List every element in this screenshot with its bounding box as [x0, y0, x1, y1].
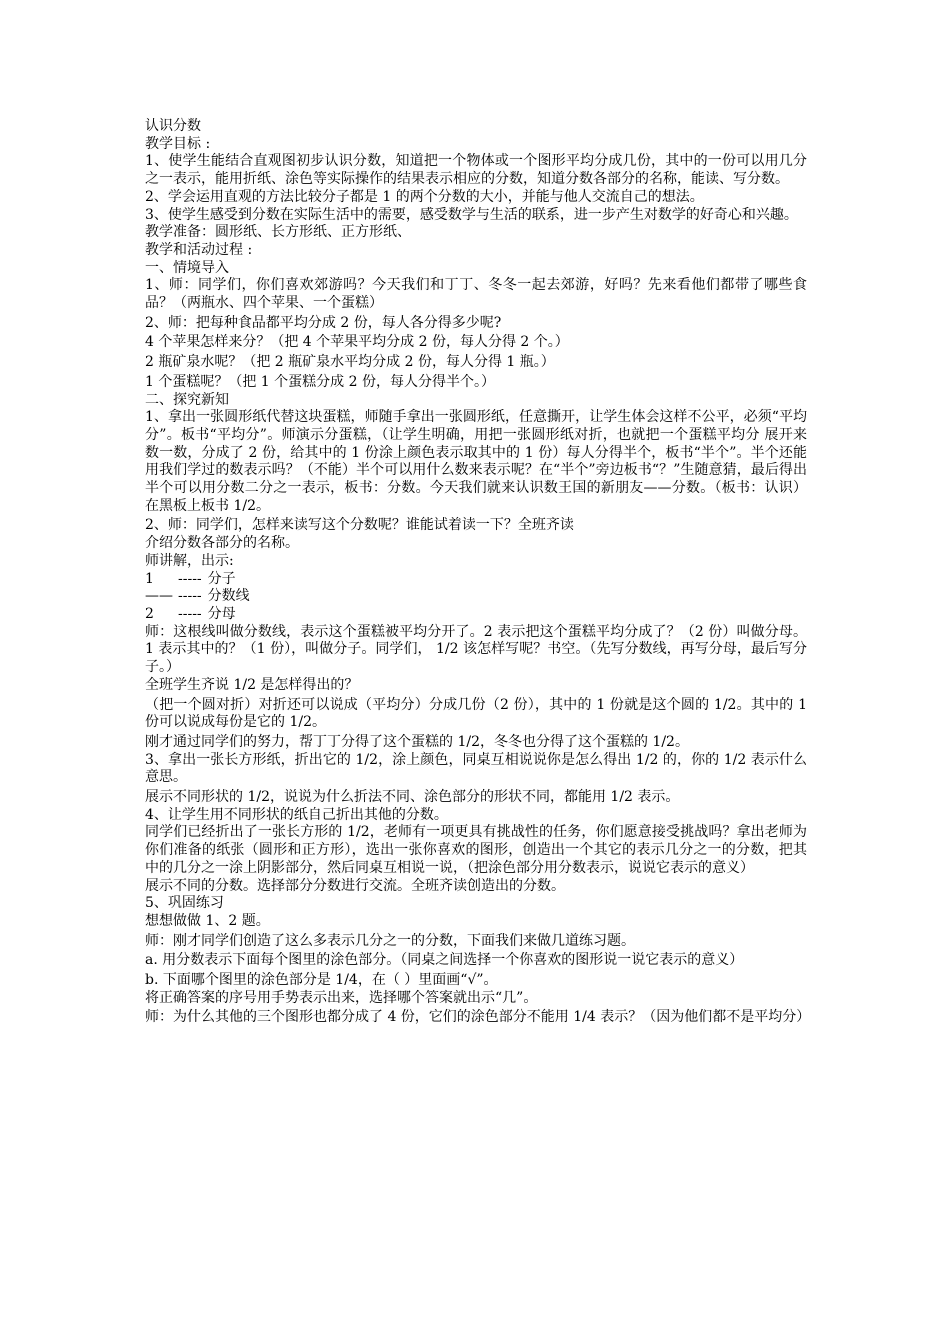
- paragraph: 刚才通过同学们的努力，帮丁丁分得了这个蛋糕的 1/2，冬冬也分得了这个蛋糕的 1/2。: [145, 733, 689, 750]
- paragraph: 3、使学生感受到分数在实际生活中的需要，感受数学与生活的联系，进一步产生对数学的好奇心和兴趣。: [145, 206, 798, 223]
- document-body: [145, 118, 811, 1027]
- paragraph: 1、师：同学们，你们喜欢郊游吗？今天我们和丁丁、冬冬一起去郊游，好吗？先来看他们都带了哪些食品？（两瓶水、四个苹果、一个蛋糕）: [145, 277, 807, 312]
- paragraph: 4 个苹果怎样来分？（把 4 个苹果平均分成 2 份，每人分得 2 个。）: [145, 334, 569, 351]
- paragraph: 展示不同形状的 1/2，说说为什么折法不同、涂色部分的形状不同，都能用 1/2 表示。: [145, 789, 680, 806]
- paragraph: 师：刚才同学们创造了这么多表示几分之一的分数，下面我们来做几道练习题。: [145, 932, 635, 949]
- paragraph: 师：为什么其他的三个图形也都分成了 4 份，它们的涂色部分不能用 1/4 表示？（因为他们都不是平均分）: [145, 1009, 811, 1026]
- paragraph: 全班学生齐说 1/2 是怎样得出的？: [145, 676, 359, 693]
- paragraph: 1 个蛋糕呢？（把 1 个蛋糕分成 2 份，每人分得半个。）: [145, 373, 495, 390]
- paragraph: 2、学会运用直观的方法比较分子都是 1 的两个分数的大小，并能与他人交流自己的想法。: [145, 188, 704, 205]
- fraction-denominator: 2: [145, 605, 154, 622]
- paragraph: 教学和活动过程 :: [145, 241, 253, 258]
- fraction-denominator-row: [145, 606, 807, 624]
- section-heading: 二、探究新知: [145, 391, 229, 408]
- section-heading: 5、巩固练习: [145, 895, 224, 912]
- fraction-line-label: 分数线: [207, 588, 250, 605]
- paragraph: 师讲解，出示:: [145, 552, 234, 569]
- paragraph: 教学目标 :: [145, 135, 211, 152]
- fraction-line-mark: ——: [145, 588, 173, 605]
- paragraph: 展示不同的分数。选择部分分数进行交流。全班齐读创造出的分数。: [145, 877, 565, 894]
- paragraph: 2、师：把每种食品都平均分成 2 份，每人各分得多少呢?: [145, 314, 502, 331]
- paragraph: 师：这根线叫做分数线，表示这个蛋糕被平均分开了。2 表示把这个蛋糕平均分成了？（2 份）叫做分母。1 表示其中的？（1 份），叫做分子。同学们， 1/2 该怎样写呢？书空。（先写分数线，再写分母，最后写分子。）: [145, 623, 807, 676]
- paragraph: 2 瓶矿泉水呢？（把 2 瓶矿泉水平均分成 2 份，每人分得 1 瓶。）: [145, 354, 555, 371]
- doc-title: 认识分数: [145, 118, 201, 134]
- fraction-numerator-row: [145, 571, 807, 589]
- paragraph: 同学们已经折出了一张长方形的 1/2，老师有一项更具有挑战性的任务，你们愿意接受挑战吗？拿出老师为你们准备的纸张（圆形和正方形），选出一张你喜欢的图形，创造出一个其它的表示几分之一的分数，把其中的几分之一涂上阴影部分，然后同桌互相说一说，（把涂色部分用分数表示，说说它表示的意义）: [145, 824, 807, 876]
- paragraph: 将正确答案的序号用手势表示出来，选择哪个答案就出示“几”。: [145, 989, 538, 1006]
- paragraph: 教学准备：圆形纸、长方形纸、正方形纸、: [145, 224, 411, 241]
- paragraph: 想想做做 1、2 题。: [145, 912, 270, 929]
- paragraph: b. 下面哪个图里的涂色部分是 1/4，在（ ）里面画“√”。: [145, 972, 498, 989]
- paragraph: 1、拿出一张圆形纸代替这块蛋糕，师随手拿出一张圆形纸，任意撕开，让学生体会这样不公平，必须“平均分”。板书“平均分”。师演示分蛋糕，（让学生明确，用把一张圆形纸对折，也就把一个蛋糕平均分 展开来数一数，分成了 2 份，给其中的 1 份涂上颜色表示取其中的 1 份）每人分得半个，板书“半个”。半个还能用我们学过的数表示吗？（不能）半个可以用什么数来表示呢？在“半个”旁边板书“？”生随意猜，最后得出半个可以用分数二分之一表示，板书：分数。今天我们就来认识数王国的新朋友——分数。（板书：认识）在黑板上板书 1/2。: [145, 409, 807, 514]
- fraction-line-row: [145, 588, 807, 606]
- denominator-label: 分母: [207, 605, 236, 622]
- fraction-numerator: 1: [145, 570, 154, 587]
- paragraph: 1、使学生能结合直观图初步认识分数，知道把一个物体或一个图形平均分成几份，其中的一份可以用几分之一表示，能用折纸、涂色等实际操作的结果表示相应的分数，知道分数各部分的名称，能读、写分数。: [145, 153, 807, 188]
- numerator-label: 分子: [207, 570, 236, 587]
- paragraph: 4、让学生用不同形状的纸自己折出其他的分数。: [145, 806, 448, 823]
- paragraph: （把一个圆对折）对折还可以说成（平均分）分成几份（2 份），其中的 1 份就是这个圆的 1/2。其中的 1 份可以说成每份是它的 1/2。: [145, 696, 807, 731]
- dash-leader: -----: [178, 570, 202, 587]
- dash-leader: -----: [178, 605, 202, 622]
- paragraph: 2、师：同学们，怎样来读写这个分数呢？谁能试着读一下？全班齐读: [145, 517, 574, 534]
- paragraph: a. 用分数表示下面每个图里的涂色部分。（同桌之间选择一个你喜欢的图形说一说它表示的意义）: [145, 952, 744, 969]
- section-heading: 一、情境导入: [145, 259, 229, 276]
- paragraph: 介绍分数各部分的名称。: [145, 535, 299, 552]
- paragraph: 3、拿出一张长方形纸，折出它的 1/2，涂上颜色，同桌互相说说你是怎么得出 1/2 的，你的 1/2 表示什么意思。: [145, 751, 807, 786]
- dash-leader: -----: [178, 588, 202, 605]
